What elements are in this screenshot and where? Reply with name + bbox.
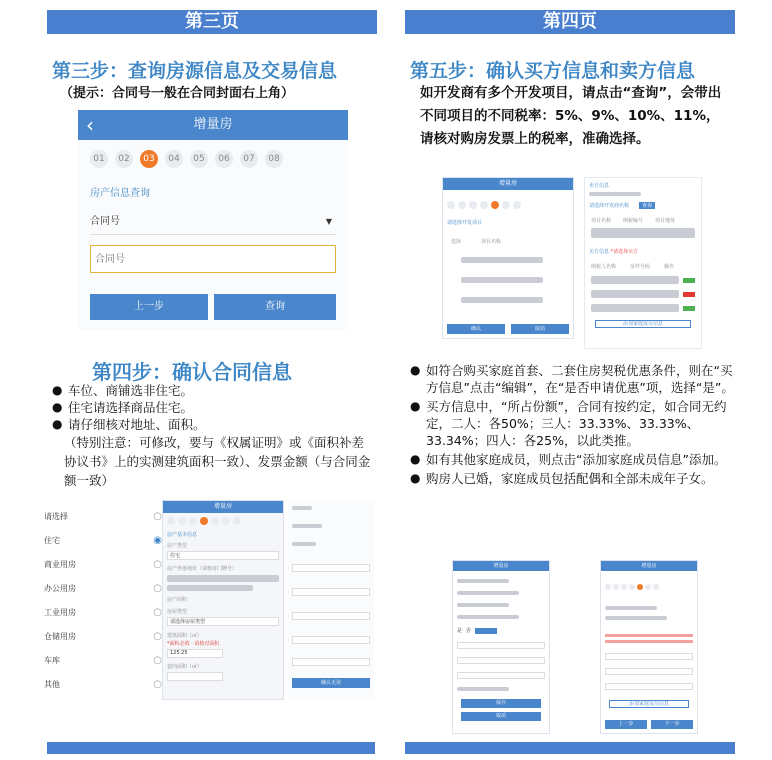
step-dot [469,201,477,209]
add-member-button[interactable]: 添加家庭成员信息 [609,700,689,708]
mini-select[interactable] [605,653,693,660]
redacted [605,606,657,610]
address-redacted [167,575,279,582]
house-type-list [44,505,162,697]
bullet-text: 如有其他家庭成员，则点击“添加家庭成员信息”添加。 [426,452,727,467]
radio-icon[interactable]: ○ [153,655,162,666]
step3-hint: （提示：合同号一般在合同封面右上角） [60,86,295,101]
step-dot: 02 [115,150,133,168]
buyer-seller-screenshot [584,177,702,349]
confirm-button[interactable]: 确认 [447,324,505,334]
type-label: 车库 [44,656,60,665]
step-indicator [90,150,348,168]
col-header: 项目名称 [481,239,502,245]
mini-section: 房产基本信息 [167,532,198,538]
query-app-screenshot [78,110,348,330]
radio-no[interactable]: 否 [466,628,472,634]
buyer-row [591,304,695,312]
step-dot [211,517,219,525]
family-member-screenshot [600,560,698,734]
type-label: 办公用房 [44,584,76,593]
step4-title: 第四步：确认合同信息 [92,360,292,384]
redacted [457,591,519,595]
mini-app-title: 增量房 [163,501,283,513]
back-icon[interactable]: ‹ [86,113,94,137]
field-label: 房屋类型 [167,609,188,615]
type-label: 商业用房 [44,560,76,569]
bullet-item: ● 购房人已婚，家庭成员包括配偶和全部未成年子女。 [410,471,714,486]
type-option[interactable] [44,505,162,529]
step-dot [178,517,186,525]
page3-footer [47,742,375,754]
step-dot [458,201,466,209]
redacted [589,192,641,196]
mini-select[interactable] [605,668,693,675]
step-dot [167,517,175,525]
col-header: 选择 [451,239,462,245]
type-option[interactable] [44,625,162,649]
query-button[interactable]: 查询 [214,294,336,320]
app-title: 增量房 [193,117,233,132]
next-button[interactable]: 下一步 [651,720,693,729]
page3-header: 第三页 [47,10,377,34]
step5-text: 如开发商有多个开发项目，请点击“查询”，会带出不同项目的不同税率：5%、9%、10%、11%，请核对购房发票上的税率，准确选择。 [420,85,722,147]
table-header [451,238,573,245]
contract-form-screenshot [162,500,284,700]
type-label: 工业用房 [44,608,76,617]
bullet-item: ● 请仔细核对地址、面积。 [52,417,206,432]
confirm-button[interactable]: 确认无误 [292,678,370,688]
mini-select[interactable] [292,564,370,572]
radio-icon[interactable]: ○ [153,511,162,522]
note-line [605,640,693,643]
step-dot: 07 [240,150,258,168]
seller-label: 请选择开发商名称 [589,203,630,209]
step-dot [513,201,521,209]
step-dot [480,201,488,209]
redacted [292,542,316,546]
prev-button[interactable]: 上一步 [90,294,208,320]
step-dot-current: 03 [140,150,158,168]
redacted [591,276,679,284]
section-label: 房产信息查询 [90,188,150,199]
query-type-select[interactable] [90,209,336,235]
delete-button[interactable] [683,292,695,297]
col-header: 项目地址 [655,218,676,224]
type-label: 请选择 [44,512,68,521]
mini-select[interactable] [457,672,545,679]
address-redacted [167,585,253,591]
col-header: 纳税编号 [623,218,644,224]
app-header [78,110,348,140]
field-label: 房产坐落地址（请核对门牌号） [167,566,238,572]
discount-radio-group[interactable] [457,627,549,634]
mini-app-title: 增量房 [453,561,549,571]
edit-button[interactable] [683,278,695,283]
type-label: 住宅 [44,536,60,545]
mini-app-title: 增量房 [601,561,697,571]
buyer-section-label: 买方信息 [589,249,610,255]
type-option[interactable] [44,601,162,625]
col-header: 纳税人名称 [591,264,617,270]
edit-button[interactable] [683,306,695,311]
room-type-select[interactable]: 请选择房屋类型 [167,617,279,626]
mini-select[interactable] [605,683,693,690]
seller-row-redacted [591,228,695,238]
bullet-text: 请仔细核对地址、面积。 [68,417,206,432]
mini-step-indicator [447,194,573,213]
select-value: 合同号 [90,216,120,227]
type-label: 其他 [44,680,60,689]
buyer-edit-screenshot [452,560,550,734]
redacted [457,687,509,691]
mini-step-indicator [167,517,283,526]
step5-bullets [410,362,740,487]
buyer-note: *请选择买方 [610,249,639,255]
mini-app-title: 增量房 [443,178,573,190]
buyer-row [591,290,695,298]
step3-title: 第三步：查询房源信息及交易信息 [52,60,338,82]
step-dot [233,517,241,525]
mini-select[interactable] [292,612,370,620]
save-button[interactable]: 保存 [461,699,541,708]
nav-buttons [605,720,693,729]
inner-area-input[interactable] [167,672,223,681]
step-dot [621,584,627,590]
project-select-screenshot [442,177,574,339]
step-dot [605,584,611,590]
bullet-item: ● 买方信息中，“所占份额”，合同有按约定，如合同无约定，二人：各50%；三人：33.33%、33.33%、33.34%；四人：各25%，以此类推。 [410,398,740,449]
buyer-table-header [591,263,701,270]
bullet-text: 如符合购买家庭首套、二套住房契税优惠条件，则在“买方信息”点击“编辑”，在“是否申请优惠”项，选择“是”。 [426,363,734,395]
col-header: 证件号码 [630,264,651,270]
project-row-redacted[interactable] [461,277,543,283]
page4-header: 第四页 [405,10,735,34]
area-warning: *面积必填 · 请核对面积 [167,641,220,647]
redacted [591,304,679,312]
field-label: 建筑面积（㎡） [167,633,203,639]
buyer-section [589,248,701,255]
step5-title: 第五步：确认买方信息和卖方信息 [410,60,696,82]
mini-button[interactable] [475,628,497,634]
radio-icon[interactable]: ○ [153,607,162,618]
radio-selected-icon[interactable]: ◉ [153,535,162,546]
type-option[interactable] [44,529,162,553]
buyer-row [591,276,695,284]
radio-icon[interactable]: ○ [153,679,162,690]
step-dot [629,584,635,590]
seller-section: 卖方信息 [589,183,610,189]
bullet-item: ● 车位、商铺选非住宅。 [52,383,194,398]
redacted [457,603,509,607]
cancel-button[interactable]: 取消 [461,712,541,721]
bullet-item: ● 住宅请选择商品住宅。 [52,400,194,415]
bullet-item: ● 如有其他家庭成员，则点击“添加家庭成员信息”添加。 [410,452,727,467]
step4-note: （特别注意：可修改，要与《权属证明》或《面积补差协议书》上的实测建筑面积一致）、发票金额（与合同金额一致） [64,435,371,488]
redacted [292,524,322,528]
type-label: 仓储用房 [44,632,76,641]
project-row-redacted[interactable] [461,297,543,303]
redacted [457,579,509,583]
step-dot: 05 [190,150,208,168]
mini-select[interactable] [292,636,370,644]
bullet-text: 买方信息中，“所占份额”，合同有按约定，如合同无约定，二人：各50%；三人：33.33%、33.33%、33.34%；四人：各25%，以此类推。 [426,399,727,448]
step4-bullets [52,382,372,490]
type-option[interactable] [44,649,162,673]
mini-select[interactable] [457,642,545,649]
mini-step-indicator [605,575,697,594]
contract-number-input[interactable] [90,245,336,273]
seller-row [589,202,701,209]
prev-button[interactable]: 上一步 [605,720,647,729]
field-label: 套内面积（㎡） [167,664,203,670]
redacted [605,616,667,620]
mini-select[interactable] [292,658,370,666]
step-dot [653,584,659,590]
mini-section: 请选择开发项目 [447,220,483,226]
bullet-item: ● 如符合购买家庭首套、二套住房契税优惠条件，则在“买方信息”点击“编辑”，在“是否申请优惠”项，选择“是”。 [410,362,740,396]
bullet-text: 住宅请选择商品住宅。 [68,400,194,415]
col-header: 项目名称 [591,218,612,224]
redacted [292,506,312,510]
step-dot [447,201,455,209]
step-dot [189,517,197,525]
mini-select[interactable] [292,588,370,596]
project-row-redacted[interactable] [461,257,543,263]
radio-icon[interactable]: ○ [153,559,162,570]
area-input[interactable]: 125.25 [167,649,223,658]
query-button[interactable]: 查询 [639,202,655,209]
field-label: 房产类型 [167,543,188,549]
redacted [457,615,519,619]
dropdown-arrow-icon: ▼ [325,217,332,226]
add-member-button[interactable]: 添加家庭成员信息 [595,320,691,328]
type-option[interactable] [44,673,162,697]
radio-icon[interactable]: ○ [153,631,162,642]
step-dot-current [200,517,208,525]
step-dot-current [491,201,499,209]
house-type-select[interactable]: 住宅 [167,551,279,560]
type-option[interactable] [44,577,162,601]
step-dot-current [637,584,643,590]
radio-yes[interactable]: 是 [457,628,463,634]
step-dot: 04 [165,150,183,168]
mini-select[interactable] [457,657,545,664]
step-dot: 08 [265,150,283,168]
redacted [591,290,679,298]
step-dot [613,584,619,590]
note-line [605,634,693,637]
field-label: 房产面积 [167,597,188,603]
seller-table-header [591,217,701,224]
step-dot: 01 [90,150,108,168]
step-dot: 06 [215,150,233,168]
step-dot [222,517,230,525]
page4-footer [405,742,735,754]
step-dot [645,584,651,590]
radio-icon[interactable]: ○ [153,583,162,594]
step-dot [502,201,510,209]
bullet-text: 购房人已婚，家庭成员包括配偶和全部未成年子女。 [426,471,714,486]
type-option[interactable] [44,553,162,577]
cancel-button[interactable]: 取消 [511,324,569,334]
contract-form-screenshot-2 [288,500,374,700]
col-header: 操作 [664,264,675,270]
bullet-text: 车位、商铺选非住宅。 [68,383,194,398]
